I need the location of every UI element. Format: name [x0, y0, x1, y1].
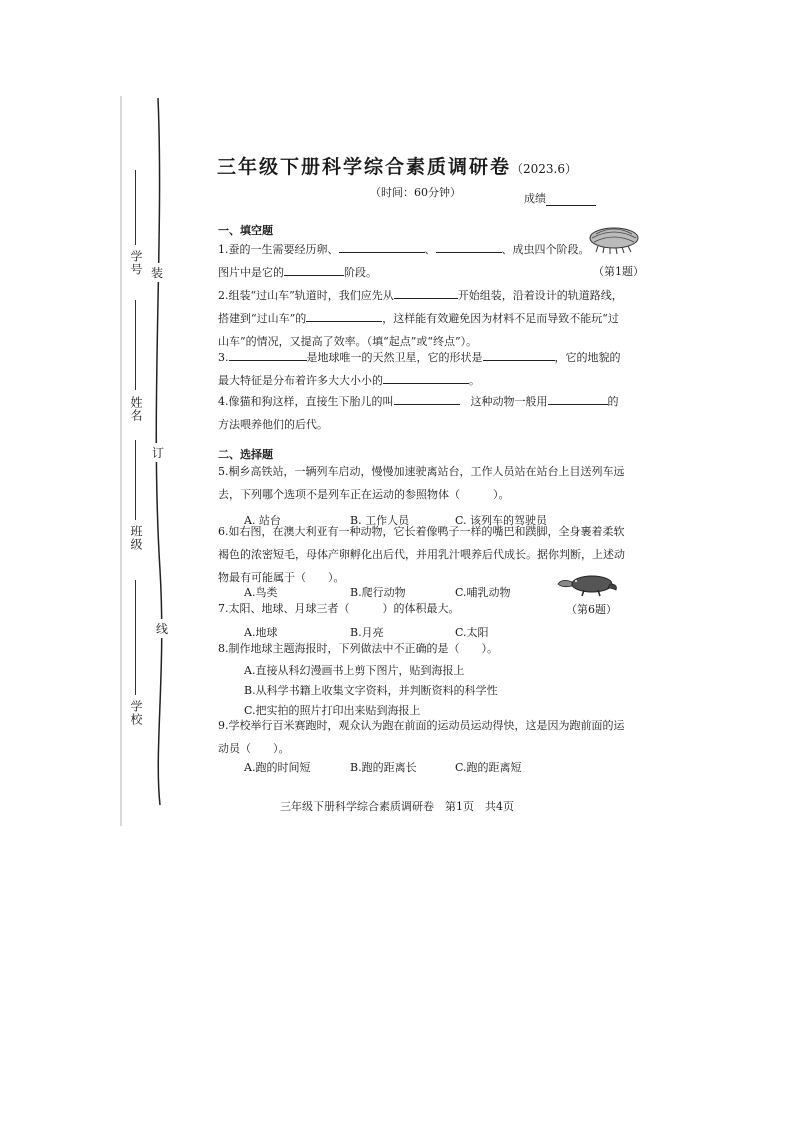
q3-text-e: 。: [469, 374, 480, 387]
q7-option-a[interactable]: A.地球: [244, 626, 278, 639]
q2-blank-2[interactable]: [306, 311, 382, 322]
binding-mark-xian: 线: [156, 619, 168, 638]
question-4: [218, 390, 638, 436]
q2-text-b: 开始组装，沿着设计的轨道路线，: [457, 289, 623, 302]
q6-text-a: 6.如右图，在澳大利亚有一种动物，它长着像鸭子一样的嘴巴和蹼脚，全身裹着柔软: [218, 525, 625, 538]
q5-text-b: 去，下列哪个选项不是列车正在运动的参照物体（ ）。: [218, 488, 510, 501]
q6-option-b[interactable]: B.爬行动物: [350, 586, 406, 599]
name-label: 姓名: [129, 396, 143, 422]
section-fill-in-title: 一、填空题: [218, 224, 273, 237]
platypus-image: [556, 566, 618, 598]
q4-text-d: 方法喂养他们的后代。: [218, 418, 328, 431]
q4-blank-2[interactable]: [548, 394, 608, 405]
q2-text-a: 2.组装“过山车”轨道时，我们应先从: [218, 289, 394, 302]
q1-blank-2[interactable]: [436, 242, 502, 253]
question-8: [218, 637, 638, 660]
q1-text-d: 图片中是它的: [218, 266, 284, 279]
page-footer: 三年级下册科学综合素质调研卷 第1页 共4页: [280, 800, 514, 813]
silkworm-cocoon-image: [584, 218, 644, 258]
q6-text-b: 褐色的浓密短毛，母体产卵孵化出后代，并用乳汁喂养后代成长。据你判断，上述动: [218, 548, 625, 561]
q4-text-a: 4.像猫和狗这样，直接生下胎儿的叫: [218, 395, 394, 408]
q2-text-c: 搭建到“过山车”的: [218, 312, 307, 325]
section-choice-title: 二、选择题: [218, 448, 273, 461]
question-7: [218, 597, 638, 620]
school-field[interactable]: [135, 580, 136, 695]
question-3: [218, 346, 638, 392]
q1-blank-3[interactable]: [284, 265, 344, 276]
q5-option-c[interactable]: C. 该列车的驾驶员: [455, 514, 548, 527]
binding-mark-zhuang: 装: [151, 263, 163, 282]
q9-option-c[interactable]: C.跑的距离短: [455, 761, 522, 774]
question-9: [218, 714, 638, 760]
binding-mark-ding: 订: [152, 443, 164, 462]
q1-image-caption: （第1题）: [593, 265, 644, 278]
class-field[interactable]: [135, 440, 136, 520]
q3-blank-3[interactable]: [383, 373, 469, 384]
q7-option-c[interactable]: C.太阳: [455, 626, 489, 639]
q9-text-b: 动员（ ）。: [218, 742, 290, 755]
q3-text-a: 3.: [218, 351, 229, 364]
q8-option-c[interactable]: C.把实拍的照片打印出来贴到海报上: [244, 704, 421, 717]
title-date: （2023.6）: [511, 162, 577, 176]
score-label: 成绩: [524, 192, 546, 205]
q2-text-e: 山车”的情况，又提高了效率。（填“起点”或“终点”）。: [218, 335, 478, 348]
q1-text-b: 、: [424, 243, 436, 256]
q1-text-e: 阶段。: [344, 266, 377, 279]
q1-text-a: 1.蚕的一生需要经历卵、: [218, 243, 339, 256]
score-box: [524, 190, 596, 206]
class-label: 班级: [129, 525, 143, 551]
q3-blank-2[interactable]: [483, 350, 555, 361]
q1-blank-1[interactable]: [339, 242, 425, 253]
q2-blank-1[interactable]: [394, 288, 458, 299]
school-label: 学校: [129, 700, 143, 726]
q5-option-b[interactable]: B. 工作人员: [350, 514, 410, 527]
exam-time: （时间：60分钟）: [370, 186, 461, 199]
q6-option-a[interactable]: A.鸟类: [244, 586, 278, 599]
q3-blank-1[interactable]: [229, 350, 307, 361]
q4-blank-1[interactable]: [394, 394, 460, 405]
q1-text-c: 、成虫四个阶段。: [501, 243, 590, 256]
q5-option-a[interactable]: A. 站台: [244, 514, 281, 527]
q9-option-b[interactable]: B.跑的距离长: [350, 761, 417, 774]
q7-option-b[interactable]: B.月亮: [350, 626, 384, 639]
q6-image-caption: （第6题）: [566, 603, 617, 616]
exam-title: [0, 152, 794, 179]
q4-text-c: 的: [607, 395, 619, 408]
score-field[interactable]: [546, 195, 596, 206]
q7-text-a: 7.太阳、地球、月球三者（ ）的体积最大。: [218, 602, 460, 615]
question-2: [218, 284, 638, 353]
q6-option-c[interactable]: C.哺乳动物: [455, 586, 511, 599]
q3-text-b: 是地球唯一的天然卫星，它的形状是: [306, 351, 483, 364]
q3-text-d: 最大特征是分布着许多大大小小的: [218, 374, 383, 387]
student-id-field[interactable]: [135, 170, 136, 245]
q8-option-a[interactable]: A.直接从科幻漫画书上剪下图片，贴到海报上: [244, 664, 465, 677]
q9-option-a[interactable]: A.跑的时间短: [244, 761, 311, 774]
q3-text-c: ，它的地貌的: [554, 351, 621, 364]
q5-text-a: 5.桐乡高铁站，一辆列车启动，慢慢加速驶离站台，工作人员站在站台上目送列车远: [218, 465, 625, 478]
q8-option-b[interactable]: B.从科学书籍上收集文字资料，并判断资料的科学性: [244, 684, 498, 697]
q6-text-c: 物最有可能属于（ ）。: [218, 571, 345, 584]
title-text: 三年级下册科学综合素质调研卷: [216, 156, 511, 178]
q4-text-b: 这种动物一般用: [470, 395, 548, 408]
q9-text-a: 9.学校举行百米赛跑时，观众认为跑在前面的运动员运动得快，这是因为跑前面的运: [218, 719, 625, 732]
student-id-label: 学号: [129, 250, 143, 276]
q8-text-a: 8.制作地球主题海报时，下列做法中不正确的是（ ）。: [218, 642, 498, 655]
question-1: [218, 238, 638, 284]
name-field[interactable]: [135, 300, 136, 390]
question-5: [218, 460, 638, 506]
q2-text-d: ，这样能有效避免因为材料不足而导致不能玩“过: [382, 312, 619, 325]
